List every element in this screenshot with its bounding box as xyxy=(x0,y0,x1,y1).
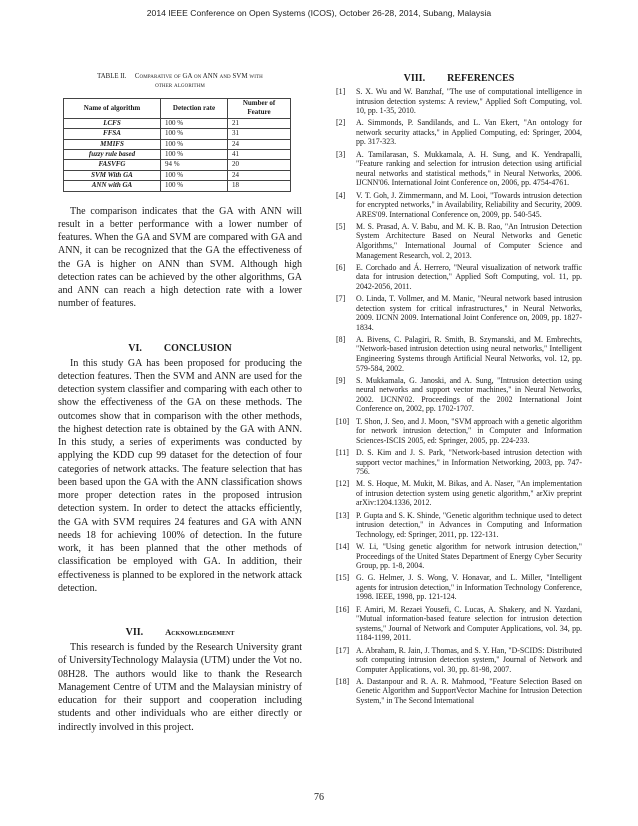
feature-count: 18 xyxy=(228,181,291,191)
section-number: VIII. xyxy=(403,73,426,84)
reference-item: [15] G. G. Helmer, J. S. Wong, V. Honavar, and L. Miller, "Intelligent agents for intrusion detection," in Information Technology Conference, 1998. IEEE, 1998, pp. 121-124. xyxy=(336,573,582,602)
column-header-algorithm: Name of algorithm xyxy=(64,99,161,119)
feature-count: 21 xyxy=(228,118,291,128)
table-label: TABLE II. xyxy=(97,73,127,80)
reference-item: [4] V. T. Goh, J. Zimmermann, and M. Looi, "Towards intrusion detection for encrypted networks," in Availability, Reliability and Security, 2009. ARES'09. International Conference on, 2009, pp. 540-545. xyxy=(336,190,582,219)
conclusion-paragraph: In this study GA has been proposed for producing the detection features. Then the SVM and ANN are used for the detection system classifier and comparing with each other to show the effectiveness of the GA on these methods. The outcomes show that in comparison with the other methods, the highest detection rate is obtained by the GA with ANN. In this study, a series of experiments was conducted by applying the KDD cup 99 dataset for the detection of four categories of network attacks. The feature selection that has been based upon the GA with the ANN classification shows more proper detection rates in the proposed intrusion detection system. In order to detect the attacks efficiently, the GA with SVM requires 24 features and GA with ANN needs 18 for achieving 100% of detection. In the future work, it has been planned that the other methods of classification be employed with GA. In addition, their effectiveness is planned to be explored in the network attack detection. xyxy=(58,357,302,594)
detection-rate: 100 % xyxy=(161,139,228,149)
section-title: Acknowledgement xyxy=(165,627,235,638)
table-caption-line1: Comparative of GA on ANN and SVM with xyxy=(134,73,263,80)
section-title: REFERENCES xyxy=(447,73,515,84)
algorithm-name: FASVFG xyxy=(64,160,161,170)
table-row xyxy=(64,129,291,139)
reference-item: [7] O. Linda, T. Vollmer, and M. Manic, "Neural network based intrusion detection system for critical infrastructures," in Neural Networks, 2009. IJCNN 2009. International Joint Conference on, 2009, pp. 1827-1834. xyxy=(336,294,582,332)
right-column xyxy=(336,72,582,708)
detection-rate: 94 % xyxy=(161,160,228,170)
section-number: VII. xyxy=(125,627,144,639)
acknowledgement-paragraph: This research is funded by the Research University grant of UniversityTechnology Malaysia (UTM) under the Vot no. 08H28. The authors would like to thank the Research Management Centre of UTM and the Malaysian ministry of education for their support and cooperation including students and other individuals who are either directly or indirectly involved in this project. xyxy=(58,642,302,733)
reference-item: [10] T. Shon, J. Seo, and J. Moon, "SVM approach with a genetic algorithm for network intrusion detection," in Computer and Information Sciences-ISCIS 2005, ed: Springer, 2005, pp. 224-233. xyxy=(336,416,582,445)
detection-rate: 100 % xyxy=(161,129,228,139)
reference-list xyxy=(336,87,582,706)
reference-item: [8] A. Bivens, C. Palagiri, R. Smith, B. Szymanski, and M. Embrechts, "Network-based intrusion detection using neural networks," Intelligent Engineering Systems through Artificial Neural Networks, vol. 12, pp. 579-584, 2002. xyxy=(336,334,582,373)
algorithm-name: MMIFS xyxy=(64,139,161,149)
feature-count: 24 xyxy=(228,139,291,149)
page-number: 76 xyxy=(314,792,324,803)
left-column xyxy=(58,72,302,734)
reference-item: [11] D. S. Kim and J. S. Park, "Network-based intrusion detection with support vector machines," in Information Networking, 2003, pp. 747-756. xyxy=(336,448,582,477)
table-row xyxy=(64,160,291,170)
reference-item: [2] A. Simmonds, P. Sandilands, and L. Van Ekert, "An ontology for network security attacks," in Applied Computing, ed: Springer, 2004, pp. 317-323. xyxy=(336,118,582,147)
comparison-table xyxy=(63,98,291,192)
conference-header: 2014 IEEE Conference on Open Systems (ICOS), October 26-28, 2014, Subang, Malaysia xyxy=(146,8,492,18)
detection-rate: 100 % xyxy=(161,118,228,128)
column-header-features: Number of Feature xyxy=(228,99,291,119)
feature-count: 41 xyxy=(228,150,291,160)
algorithm-name: SVM With GA xyxy=(64,170,161,180)
table-header-row xyxy=(64,99,291,119)
reference-item: [17] A. Abraham, R. Jain, J. Thomas, and S. Y. Han, "D-SCIDS: Distributed soft computing intrusion detection system," Journal of Network and Computer Applications, vol. 30, pp. 81-98, 2007. xyxy=(336,645,582,674)
acknowledgement-heading xyxy=(58,626,302,639)
section-number: VI. xyxy=(128,342,142,354)
table-caption xyxy=(58,72,302,90)
detection-rate: 100 % xyxy=(161,170,228,180)
reference-item: [1] S. X. Wu and W. Banzhaf, "The use of computational intelligence in intrusion detection systems: A review," Applied Soft Computing, vol. 10, pp. 1-35, 2010. xyxy=(336,87,582,116)
feature-count: 24 xyxy=(228,170,291,180)
reference-item: [6] E. Corchado and Á. Herrero, "Neural visualization of network traffic data for intrusion detection," Applied Soft Computing, vol. 11, pp. 2042-2056, 2011. xyxy=(336,262,582,291)
algorithm-name: fuzzy rule based xyxy=(64,150,161,160)
section-title: CONCLUSION xyxy=(163,342,232,354)
reference-item: [3] A. Tamilarasan, S. Mukkamala, A. H. Sung, and K. Yendrapalli, "Feature ranking and selection for intrusion detection using artificial neural networks and statistical methods," in Neural Networks, 2006. IJCNN'06. International Joint Conference on, 2006, pp. 4754-4761. xyxy=(336,149,582,188)
feature-count: 20 xyxy=(228,160,291,170)
column-header-detection-rate: Detection rate xyxy=(161,99,228,119)
conclusion-heading xyxy=(58,342,302,355)
reference-item: [13] P. Gupta and S. K. Shinde, "Genetic algorithm technique used to detect intrusion detection," in Advances in Computing and Information Technology, ed: Springer, 2011, pp. 122-131. xyxy=(336,510,582,539)
algorithm-name: ANN with GA xyxy=(64,181,161,191)
reference-item: [16] F. Amiri, M. Rezaei Yousefi, C. Lucas, A. Shakery, and N. Yazdani, "Mutual information-based feature selection for intrusion detection systems," Journal of Network and Computer Applications, vol. 34, pp. 1184-1199, 2011. xyxy=(336,604,582,643)
table-row xyxy=(64,118,291,128)
algorithm-name: LCFS xyxy=(64,118,161,128)
reference-item: [5] M. S. Prasad, A. V. Babu, and M. K. B. Rao, "An Intrusion Detection System Architecture Based on Neural Networks and Genetic Algorithms," International Journal of Computer Science and Management Research, vol. 2, 2013. xyxy=(336,221,582,260)
table-row xyxy=(64,139,291,149)
reference-item: [9] S. Mukkamala, G. Janoski, and A. Sung, "Intrusion detection using neural networks and support vector machines," in Neural Networks, 2002. IJCNN'02. Proceedings of the 2002 International Joint Conference on, 2002, pp. 1702-1707. xyxy=(336,375,582,414)
references-heading xyxy=(336,72,582,85)
comparison-paragraph: The comparison indicates that the GA with ANN will result in a better performance with a lower number of features. When the GA and SVM are compared with GA and ANN, it can be recognized that the GA the effectiveness of the GA is higher on ANN than SVM. Although high detection rates can be achieved by the other algorithms, GA and ANN can reach a high detection rate with a lower number of features. xyxy=(58,205,302,310)
table-row xyxy=(64,170,291,180)
detection-rate: 100 % xyxy=(161,150,228,160)
table-row xyxy=(64,181,291,191)
reference-item: [14] W. Li, "Using genetic algorithm for network intrusion detection," Proceedings of the United States Department of Energy Cyber Security Group, pp. 1-8, 2004. xyxy=(336,542,582,571)
detection-rate: 100 % xyxy=(161,181,228,191)
reference-item: [12] M. S. Hoque, M. Mukit, M. Bikas, and A. Naser, "An implementation of intrusion detection system using genetic algorithm," arXiv preprint arXiv:1204.1336, 2012. xyxy=(336,479,582,508)
reference-item: [18] A. Dastanpour and R. A. R. Mahmood, "Feature Selection Based on Genetic Algorithm and SupportVector Machine for Intrusion Detection System," in The Second International xyxy=(336,676,582,705)
table-caption-line2: other algorithm xyxy=(155,82,205,89)
feature-count: 31 xyxy=(228,129,291,139)
table-row xyxy=(64,150,291,160)
algorithm-name: FFSA xyxy=(64,129,161,139)
